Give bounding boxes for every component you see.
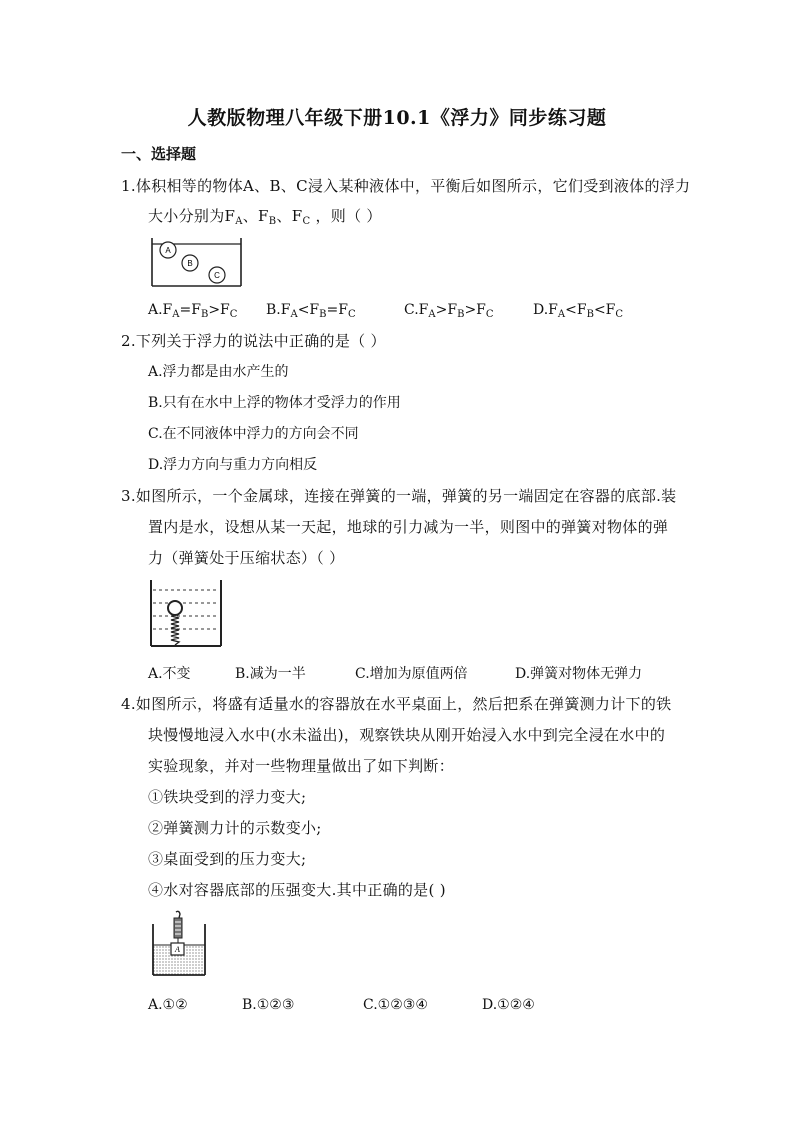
q1-option-b: $B.F_A<F_B=F_C$	[266, 302, 356, 320]
q2-option-d: D.浮力方向与重力方向相反	[148, 457, 318, 473]
iron-block-label: A	[175, 945, 180, 954]
q3-stem-line3: 力（弹簧处于压缩状态）（ ）	[148, 549, 345, 567]
ball-c-label: C	[214, 271, 220, 280]
q4-item-4: ④水对容器底部的压强变大.其中正确的是( )	[148, 881, 446, 899]
spring-scale	[174, 918, 182, 938]
q4-option-b: B.①②③	[242, 997, 295, 1013]
q2-option-a: A.浮力都是由水产生的	[148, 364, 289, 380]
page-title: 人教版物理八年级下册10.1《浮力》同步练习题	[187, 107, 607, 129]
q3-stem-line1: 3.如图所示，一个金属球，连接在弹簧的一端，弹簧的另一端固定在容器的底部.装	[121, 487, 677, 505]
q1-stem-line2: 大小分别为$F_A$、$F_B$、$F_C$ ，则（ ）	[148, 207, 382, 227]
q3-figure	[149, 580, 223, 650]
q1-stem-line1: 1.体积相等的物体A、B、C浸入某种液体中，平衡后如图所示，它们受到液体的浮力	[121, 177, 691, 195]
q3-option-c: C.增加为原值两倍	[355, 666, 468, 682]
q4-option-c: C.①②③④	[363, 997, 428, 1013]
spring	[171, 616, 179, 645]
q2-option-b: B.只有在水中上浮的物体才受浮力的作用	[148, 395, 401, 411]
ball-b-label: B	[187, 259, 193, 268]
ball-a-label: A	[165, 246, 171, 255]
q2-stem: 2.下列关于浮力的说法中正确的是（ ）	[121, 332, 386, 350]
q1-option-a: $A.F_A=F_B>F_C$	[148, 302, 238, 320]
q4-stem-line1: 4.如图所示，将盛有适量水的容器放在水平桌面上，然后把系在弹簧测力计下的铁	[121, 695, 672, 713]
hook	[176, 911, 180, 918]
q3-option-a: A.不变	[148, 666, 191, 682]
section-heading: 一、选择题	[121, 145, 197, 163]
q4-item-2: ②弹簧测力计的示数变小;	[148, 819, 322, 837]
q3-stem-line2: 置内是水，设想从某一天起，地球的引力减为一半，则图中的弹簧对物体的弹	[148, 518, 669, 536]
metal-ball	[168, 601, 182, 615]
q1-option-d: $D.F_A<F_B<F_C$	[533, 302, 624, 320]
q4-option-a: A.①②	[148, 997, 188, 1013]
q4-option-d: D.①②④	[482, 997, 535, 1013]
q4-item-1: ①铁块受到的浮力变大;	[148, 788, 307, 806]
q1-figure	[148, 236, 244, 290]
q4-stem-line3: 实验现象，并对一些物理量做出了如下判断：	[148, 757, 455, 775]
q4-figure	[150, 910, 210, 980]
q4-stem-line2: 块慢慢地浸入水中(水未溢出)，观察铁块从刚开始浸入水中到完全浸在水中的	[148, 726, 666, 744]
q1-option-c: $C.F_A>F_B>F_C$	[404, 302, 494, 320]
q4-item-3: ③桌面受到的压力变大;	[148, 850, 307, 868]
q3-option-b: B.减为一半	[235, 666, 306, 682]
q2-option-c: C.在不同液体中浮力的方向会不同	[148, 426, 359, 442]
q3-option-d: D.弹簧对物体无弹力	[515, 666, 643, 682]
